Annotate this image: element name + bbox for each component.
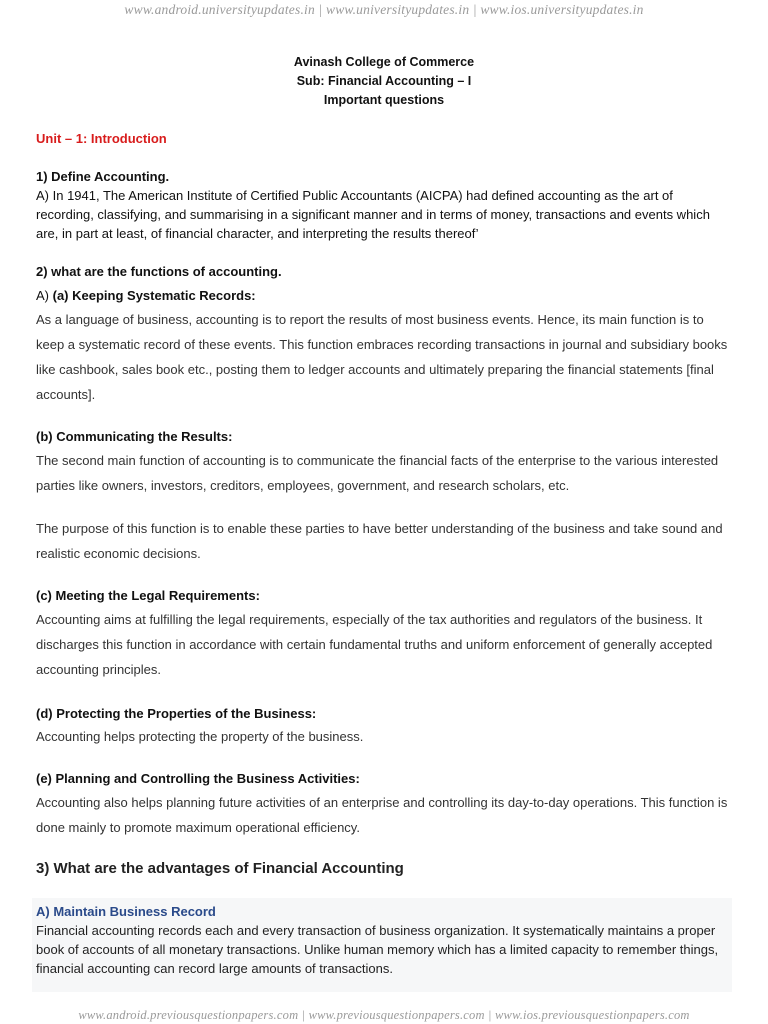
q2-question: 2) what are the functions of accounting. [36, 264, 282, 279]
q1-answer: A) In 1941, The American Institute of Certified Public Accountants (AICPA) had defined accounting as the art of recording, classifying, and summarising in a significant manner and in terms of money, transactions and events which are, in part at least, of financial character, and interpreting the results thereof’ [36, 188, 710, 241]
q2-section-d-text: Accounting helps protecting the property of the business. [36, 729, 364, 744]
q2-section-e-heading: (e) Planning and Controlling the Business Activities: [36, 771, 360, 786]
q2-section-d-heading: (d) Protecting the Properties of the Business: [36, 706, 317, 721]
q2-section-b-text-2: The purpose of this function is to enable these parties to have better understanding of the business and take sound and realistic economic decisions. [36, 521, 723, 561]
q2-section-b-text-1: The second main function of accounting is to communicate the financial facts of the enterprise to the various interested parties like owners, investors, creditors, employees, government, and research scholars, etc. [36, 453, 719, 493]
q2-section-e-text: Accounting also helps planning future activities of an enterprise and controlling its day-to-day operations. This function is done mainly to promote maximum operational efficiency. [36, 795, 728, 835]
unit-heading: Unit – 1: Introduction [36, 131, 167, 146]
q3-text: Financial accounting records each and every transaction of business organization. It systematically maintains a proper book of accounts of all monetary transactions. Unlike human memory which has a limited capacity to remember things, financial accounting can record large amounts of transactions. [36, 923, 719, 976]
document-title: Important questions [323, 93, 445, 107]
watermark-bottom: www.android.previousquestionpapers.com | www.previousquestionpapers.com | www.ios.previousquestionpapers.com [78, 1008, 690, 1022]
q1-question: 1) Define Accounting. [36, 169, 170, 184]
subject-line: Sub: Financial Accounting – I [296, 74, 472, 88]
section-heading: (a) Keeping Systematic Records: [52, 288, 256, 303]
q2-section-a-heading [36, 286, 732, 305]
watermark-top: www.android.universityupdates.in | www.universityupdates.in | www.ios.universityupdates.in [124, 2, 644, 17]
q2-section-c-text: Accounting aims at fulfilling the legal requirements, especially of the tax authorities and regulators of the business. It discharges this function in accordance with certain fundamental truths and uniform enforcement of generally accepted accounting principles. [36, 612, 713, 677]
q2-section-c-heading: (c) Meeting the Legal Requirements: [36, 588, 260, 603]
q3-sub-heading: A) Maintain Business Record [36, 904, 216, 919]
college-name: Avinash College of Commerce [293, 55, 475, 69]
answer-prefix: A) [36, 288, 53, 303]
q3-question: 3) What are the advantages of Financial Accounting [36, 860, 404, 877]
q2-section-a-text: As a language of business, accounting is to report the results of most business events. Hence, its main function is to keep a systematic record of these events. This function embraces recording transactions in journal and subsidiary books like cashbook, sales book etc., posting them to ledger accounts and ultimately preparing the financial statements [final accounts]. [36, 312, 728, 402]
q2-section-b-heading: (b) Communicating the Results: [36, 429, 233, 444]
